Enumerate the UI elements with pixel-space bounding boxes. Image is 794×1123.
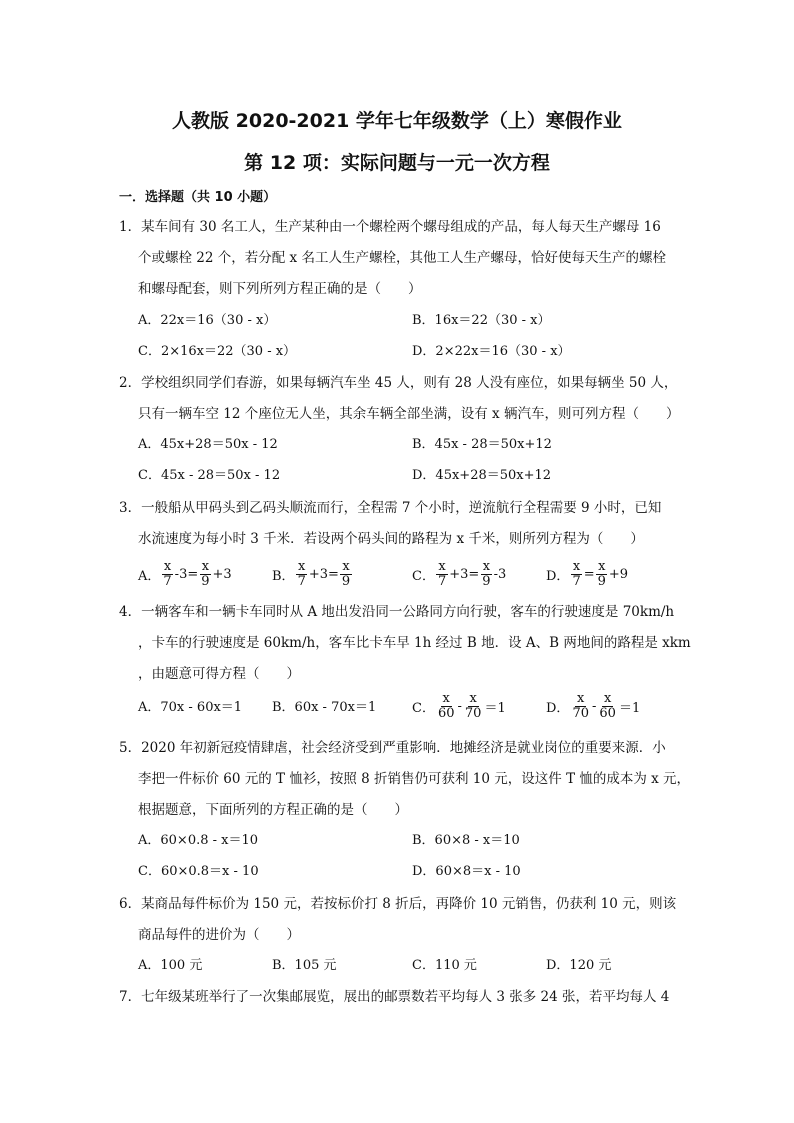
fraction: $\frac{x}{7}$ xyxy=(163,559,172,589)
q6-option-d[interactable]: D．120 元 xyxy=(546,958,612,973)
q4-line2: ，卡车的行驶速度是 60km/h，客车比卡车早 1h 经过 B 地．设 A、B 两地间的路程是 xkm xyxy=(138,635,691,651)
q4-option-c[interactable]: C． $\frac{x}{60}$ - $\frac{x}{70}$ ＝1 xyxy=(412,691,506,721)
q7-line1: 7．七年级某班举行了一次集邮展览，展出的邮票数若平均每人 3 张多 24 张，若平均每人 4 xyxy=(119,989,670,1005)
fraction: $\frac{x}{7}$ xyxy=(297,559,306,589)
fraction: $\frac{x}{7}$ xyxy=(437,559,447,589)
q4-line1: 4．一辆客车和一辆卡车同时从 A 地出发沿同一公路同方向行驶，客车的行驶速度是 70km/h xyxy=(119,604,675,620)
q1-line2: 个或螺栓 22 个，若分配 x 名工人生产螺栓，其他工人生产螺母，恰好使每天生产的螺栓 xyxy=(138,250,666,266)
q5-option-b[interactable]: B．60×8 - x＝10 xyxy=(412,833,520,848)
q3-option-b[interactable]: B． $\frac{x}{7}$ +3= $\frac{x}{9}$ xyxy=(272,559,351,589)
q3-line2: 水流速度为每小时 3 千米．若设两个码头间的路程为 x 千米，则所列方程为（ ） xyxy=(138,531,644,547)
section-heading: 一．选择题（共 10 小题） xyxy=(119,190,277,205)
fraction: $\frac{x}{9}$ xyxy=(341,559,351,589)
q2-option-d[interactable]: D．45x+28＝50x+12 xyxy=(412,468,552,483)
fraction: $\frac{x}{9}$ xyxy=(597,559,606,589)
q2-option-b[interactable]: B．45x - 28＝50x+12 xyxy=(412,437,552,452)
q1-option-c[interactable]: C．2×16x＝22（30 - x） xyxy=(138,344,297,359)
fraction: $\frac{x}{9}$ xyxy=(482,559,491,589)
q4-option-b[interactable]: B．60x - 70x＝1 xyxy=(272,700,377,715)
q5-option-a[interactable]: A．60×0.8 - x＝10 xyxy=(138,833,259,848)
fraction: $\frac{x}{70}$ xyxy=(464,691,482,721)
q4-option-d[interactable]: D． $\frac{x}{70}$ - $\frac{x}{60}$ ＝1 xyxy=(546,691,641,721)
fraction: $\frac{x}{7}$ xyxy=(572,559,581,589)
q6-option-c[interactable]: C．110 元 xyxy=(412,958,477,973)
q5-line3: 根据题意，下面所列的方程正确的是（ ） xyxy=(138,802,408,818)
fraction: $\frac{x}{60}$ xyxy=(437,691,455,721)
q5-option-c[interactable]: C．60×0.8＝x - 10 xyxy=(138,864,259,879)
q5-line2: 李把一件标价 60 元的 T 恤衫，按照 8 折销售仍可获利 10 元，设这件 T 恤的成本为 x 元， xyxy=(138,771,691,787)
q2-line1: 2．学校组织同学们春游，如果每辆汽车坐 45 人，则有 28 人没有座位，如果每辆坐 50 人， xyxy=(119,375,678,391)
q3-option-a[interactable]: A． $\frac{x}{7}$ -3= $\frac{x}{9}$ +3 xyxy=(138,559,232,589)
q1-line3: 和螺母配套，则下列所列方程正确的是（ ） xyxy=(138,281,422,297)
q6-line2: 商品每件的进价为（ ） xyxy=(138,927,300,943)
q3-option-c[interactable]: C． $\frac{x}{7}$ +3= $\frac{x}{9}$ -3 xyxy=(412,559,507,589)
q1-option-a[interactable]: A．22x＝16（30 - x） xyxy=(138,313,277,328)
q2-line2: 只有一辆车空 12 个座位无人坐，其余车辆全部坐满，设有 x 辆汽车，则可列方程（ ） xyxy=(138,406,680,422)
q6-option-a[interactable]: A．100 元 xyxy=(138,958,203,973)
q5-option-d[interactable]: D．60×8＝x - 10 xyxy=(412,864,521,879)
q1-option-b[interactable]: B．16x＝22（30 - x） xyxy=(412,313,551,328)
fraction: $\frac{x}{60}$ xyxy=(599,691,616,721)
q5-line1: 5．2020 年初新冠疫情肆虐，社会经济受到严重影响．地摊经济是就业岗位的重要来源．小 xyxy=(119,740,666,756)
q1-option-d[interactable]: D．2×22x＝16（30 - x） xyxy=(412,344,571,359)
document-title: 人教版 2020-2021 学年七年级数学（上）寒假作业 xyxy=(172,110,622,132)
q2-option-c[interactable]: C．45x - 28＝50x - 12 xyxy=(138,468,281,483)
q1-line1: 1．某车间有 30 名工人，生产某种由一个螺栓两个螺母组成的产品，每人每天生产螺母 16 xyxy=(119,219,661,235)
q6-option-b[interactable]: B．105 元 xyxy=(272,958,337,973)
document-subtitle: 第 12 项：实际问题与一元一次方程 xyxy=(244,152,550,174)
q3-line1: 3．一般船从甲码头到乙码头顺流而行，全程需 7 个小时，逆流航行全程需要 9 小时，已知 xyxy=(119,500,662,516)
q4-line3: ，由题意可得方程（ ） xyxy=(138,666,300,682)
q3-option-d[interactable]: D． $\frac{x}{7}$ = $\frac{x}{9}$ +9 xyxy=(546,559,629,589)
q2-option-a[interactable]: A．45x+28＝50x - 12 xyxy=(138,437,278,452)
q6-line1: 6．某商品每件标价为 150 元，若按标价打 8 折后，再降价 10 元销售，仍获利 10 元，则该 xyxy=(119,896,677,912)
fraction: $\frac{x}{70}$ xyxy=(572,691,589,721)
fraction: $\frac{x}{9}$ xyxy=(201,559,210,589)
q4-option-a[interactable]: A．70x - 60x＝1 xyxy=(138,700,243,715)
